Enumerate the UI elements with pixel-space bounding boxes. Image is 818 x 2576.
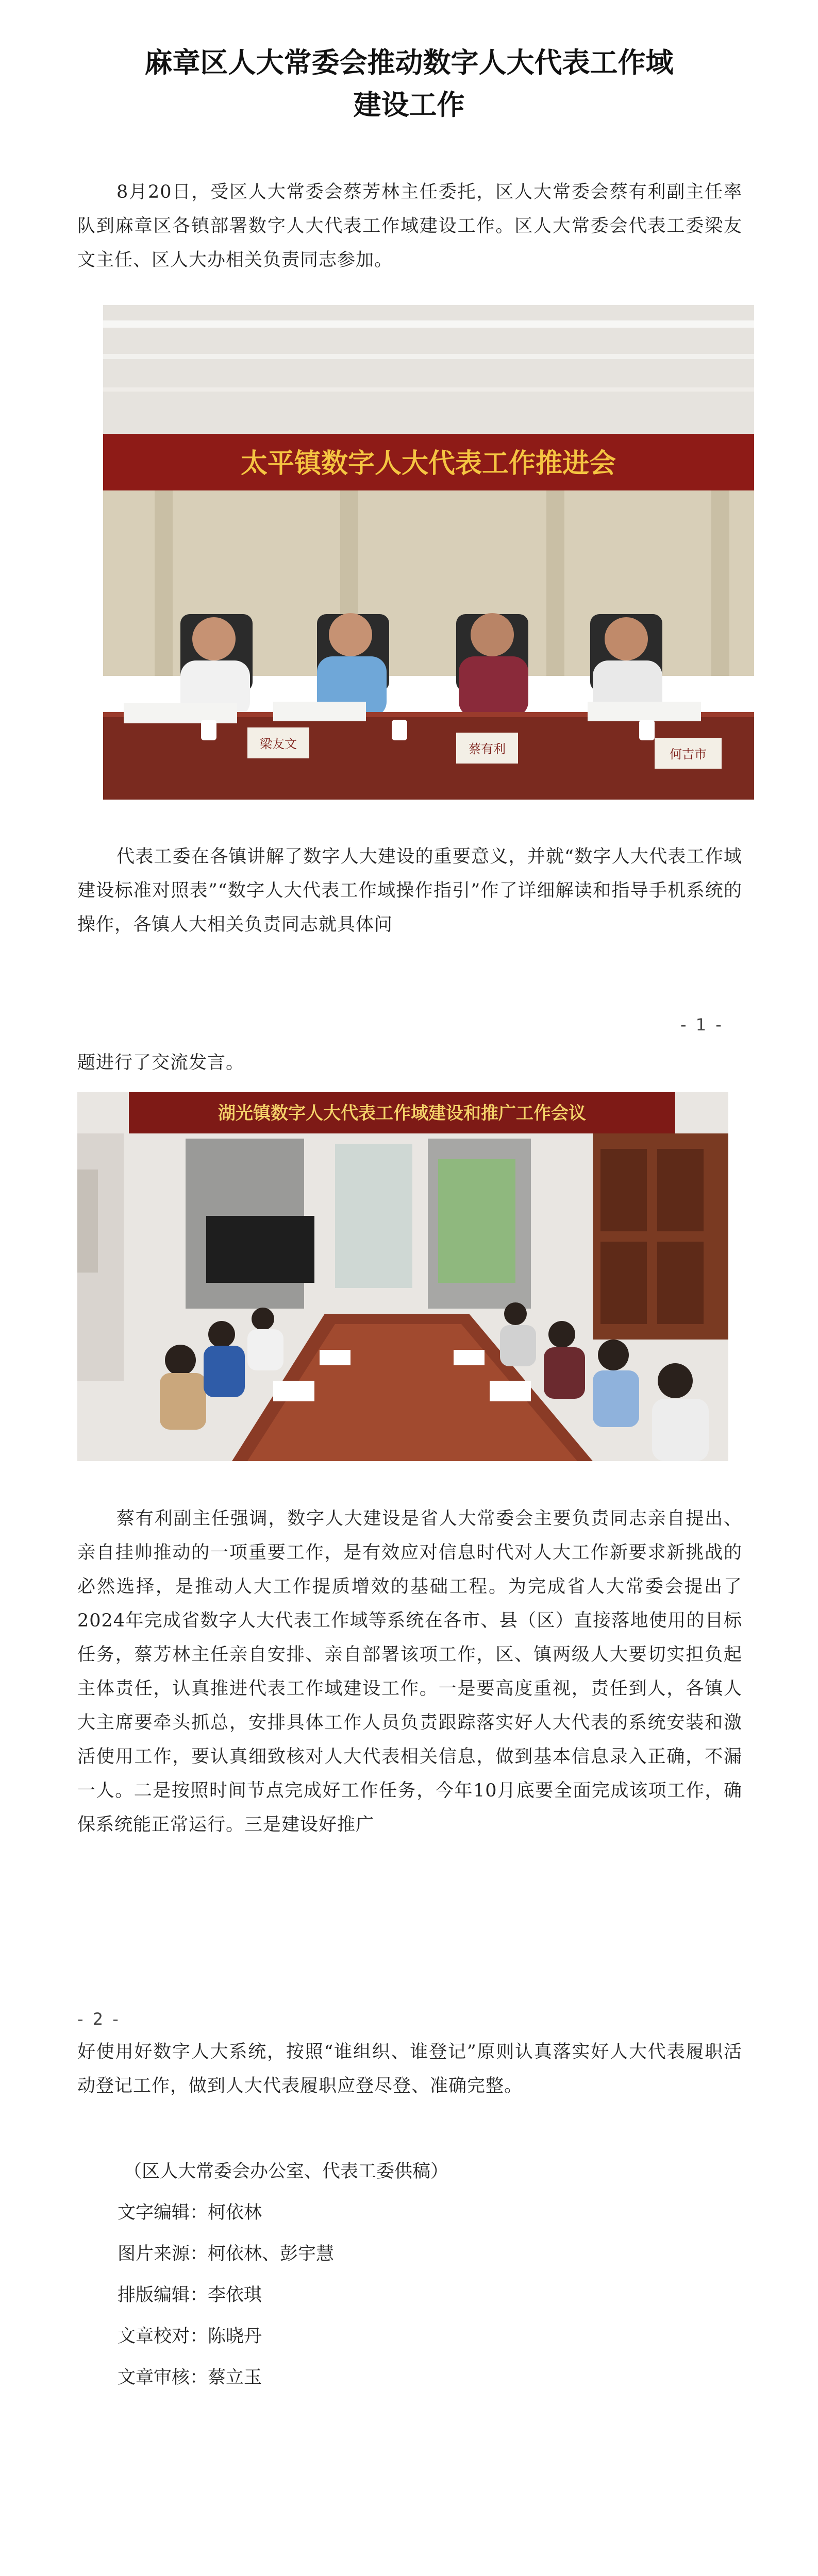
page-title-line-1: 麻章区人大常委会推动数字人大代表工作域 bbox=[144, 46, 674, 79]
paragraph-explanation-start: 代表工委在各镇讲解了数字人大建设的重要意义，并就“数字人大代表工作域建设标准对照表”“数字人大代表工作域操作指引”作了详细解读和指导手机系统的操作，各镇人大相关负责同志就具体问 bbox=[77, 846, 742, 935]
nameplate-3: 何吉市 bbox=[670, 747, 707, 761]
credit-reviewer: 文章审核：蔡立玉 bbox=[118, 2367, 262, 2388]
credit-image-source: 图片来源：柯依林、彭宇慧 bbox=[118, 2244, 335, 2264]
credit-source: （区人大常委会办公室、代表工委供稿） bbox=[124, 2161, 449, 2182]
credit-proofreader: 文章校对：陈晓丹 bbox=[118, 2326, 262, 2347]
meeting-photo-huguang bbox=[77, 1092, 728, 1461]
paragraph-explanation-end: 题进行了交流发言。 bbox=[77, 1053, 245, 1073]
paragraph-emphasis-end: 好使用好数字人大系统，按照“谁组织、谁登记”原则认真落实好人大代表履职活动登记工作，做到人大代表履职应登尽登、准确完整。 bbox=[77, 2042, 742, 2096]
paragraph-emphasis-start: 蔡有利副主任强调，数字人大建设是省人大常委会主要负责同志亲自提出、亲自挂帅推动的一项重要工作，是有效应对信息时代对人大工作新要求新挑战的必然选择，是推动人大工作提质增效的基础工程。为完成省人大常委会提出了2024年完成省数字人大代表工作域等系统在各市、县（区）直接落地使用的目标任务，蔡芳林主任亲自安排、亲自部署该项工作，区、镇两级人大要切实担负起主体责任，认真推进代表工作域建设工作。一是要高度重视，责任到人，各镇人大主席要牵头抓总，安排具体工作人员负责跟踪落实好人大代表的系统安装和激活使用工作，要认真细致核对人大代表相关信息，做到基本信息录入正确，不漏一人。二是按照时间节点完成好工作任务，今年10月底要全面完成该项工作，确保系统能正常运行。三是建设好推广 bbox=[77, 1509, 742, 1835]
credit-layout-editor: 排版编辑：李依琪 bbox=[118, 2285, 262, 2306]
paragraph-intro: 8月20日，受区人大常委会蔡芳林主任委托，区人大常委会蔡有利副主任率队到麻章区各镇部署数字人大代表工作域建设工作。区人大常委会代表工委梁友文主任、区人大办相关负责同志参加。 bbox=[77, 182, 742, 270]
meeting-photo-taiping bbox=[103, 305, 754, 800]
page-title-line-2: 建设工作 bbox=[353, 89, 465, 121]
banner-text: 湖光镇数字人大代表工作域建设和推广工作会议 bbox=[218, 1103, 586, 1124]
nameplate-1: 梁友文 bbox=[260, 737, 297, 751]
credit-text-editor: 文字编辑：柯依林 bbox=[118, 2202, 262, 2223]
nameplate-2: 蔡有利 bbox=[469, 742, 506, 756]
page-number-1: - 1 - bbox=[680, 1015, 724, 1035]
page-number-2: - 2 - bbox=[77, 2009, 121, 2029]
banner-text: 太平镇数字人大代表工作推进会 bbox=[240, 448, 616, 479]
